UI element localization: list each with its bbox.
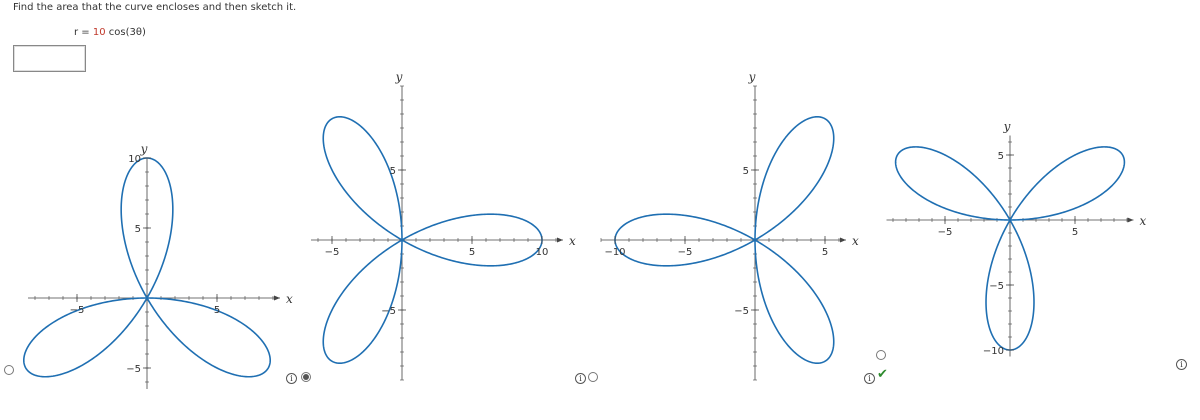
correct-check-icon: ✔ (877, 367, 888, 382)
equation-lhs: r = (74, 27, 93, 38)
x-axis-arrow (274, 296, 280, 301)
question-prompt: Find the area that the curve encloses and then sketch it. (13, 2, 297, 13)
x-tick-label: 10 (535, 247, 549, 258)
y-tick-label: 5 (389, 166, 396, 177)
y-axis-label: y (140, 142, 148, 156)
equation-rhs: cos(3θ) (105, 27, 146, 38)
option-d-info-icon[interactable]: i (1176, 359, 1187, 370)
y-tick-label: 10 (128, 154, 141, 165)
y-tick-label: −5 (734, 306, 749, 317)
option-c-graph (590, 70, 880, 390)
x-axis-label: x (852, 234, 859, 248)
equation (74, 27, 146, 38)
x-axis-arrow (1128, 218, 1134, 223)
option-b-info-icon[interactable]: i (575, 373, 586, 384)
y-tick-label: 5 (742, 166, 749, 177)
option-c-info-icon[interactable]: i (864, 373, 875, 384)
x-tick-label: −5 (69, 305, 85, 316)
equation-coefficient: 10 (92, 27, 106, 38)
y-axis-label: y (1003, 119, 1011, 134)
x-tick-label: −5 (677, 247, 693, 258)
y-tick-label: −5 (126, 364, 141, 375)
y-tick-label: −5 (989, 281, 1004, 292)
y-tick-label: 5 (134, 224, 141, 235)
y-tick-label: −10 (982, 346, 1004, 357)
x-tick-label: −5 (324, 247, 340, 258)
option-a-info-icon[interactable]: i (286, 373, 297, 384)
x-axis-arrow (557, 238, 563, 243)
x-tick-label: 5 (821, 247, 829, 258)
option-b-graph (300, 70, 590, 390)
x-axis-arrow (840, 238, 846, 243)
x-tick-label: −5 (937, 227, 953, 238)
y-tick-label: 5 (997, 151, 1004, 162)
area-answer-input[interactable] (13, 45, 86, 72)
x-tick-label: 5 (1071, 227, 1079, 238)
option-d-graph (880, 110, 1160, 370)
x-tick-label: −10 (604, 247, 626, 258)
y-axis-label: y (748, 70, 756, 84)
y-tick-label: −5 (381, 306, 396, 317)
y-axis-label: y (395, 70, 403, 84)
x-axis-label: x (286, 292, 293, 306)
option-a-graph (0, 130, 300, 390)
x-axis-label: x (569, 234, 576, 248)
x-tick-label: 5 (213, 305, 221, 316)
x-tick-label: 5 (468, 247, 476, 258)
x-axis-label: x (1139, 214, 1147, 228)
